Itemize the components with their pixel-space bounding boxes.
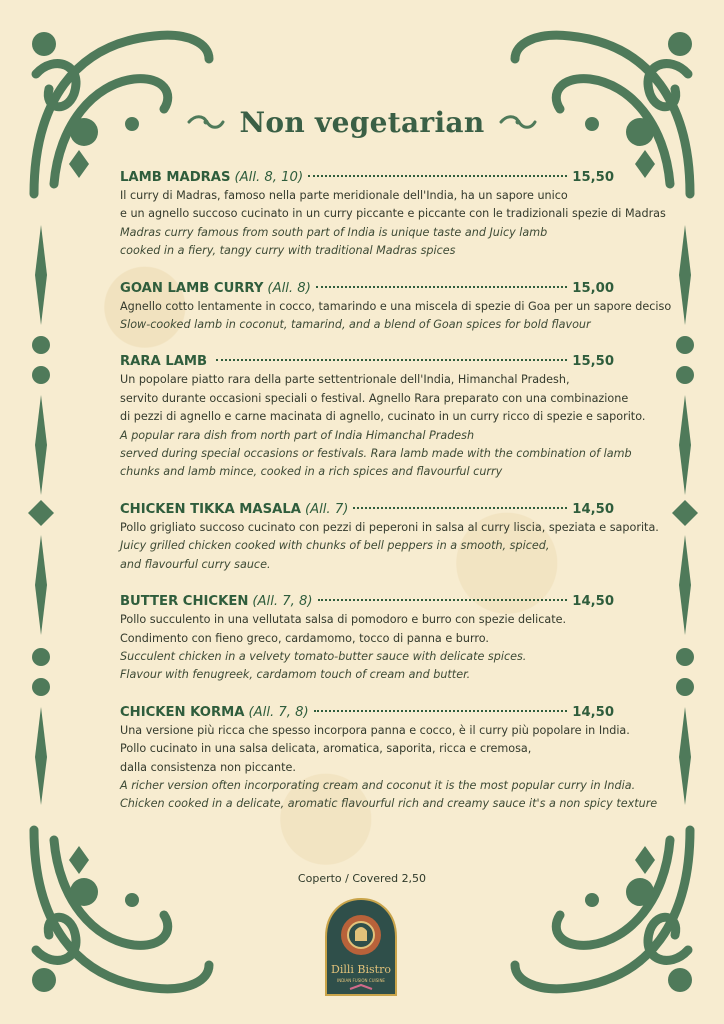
menu-item-header bbox=[120, 703, 614, 722]
allergen-info: (All. 7, 8) bbox=[248, 704, 309, 720]
description-italian-line: Agnello cotto lentamente in cocco, tamarindo e una miscela di spezie di Goa per un sapore deciso bbox=[120, 299, 672, 313]
menu-item bbox=[120, 352, 646, 481]
title-row bbox=[0, 98, 724, 146]
svg-text:INDIAN FUSION CUISINE: INDIAN FUSION CUISINE bbox=[337, 978, 385, 983]
allergen-info: (All. 8, 10) bbox=[234, 170, 304, 185]
description-english-line: chunks and lamb mince, cooked in a rich spices and flavourful curry bbox=[120, 465, 503, 479]
menu-item bbox=[120, 500, 659, 574]
dish-price: 15,50 bbox=[572, 354, 614, 370]
description-english-line: Flavour with fenugreek, cardamom touch of cream and butter. bbox=[120, 668, 471, 682]
corner-ornament-bottom-right bbox=[500, 810, 710, 1010]
dish-description bbox=[120, 187, 666, 261]
description-italian-line: Pollo grigliato succoso cucinato con pezzi di peperoni in salsa al curry liscia, speziata e saporita. bbox=[120, 520, 659, 534]
menu-item-header bbox=[120, 592, 614, 611]
allergen-info: (All. 7) bbox=[304, 501, 349, 517]
leader-dots bbox=[318, 599, 568, 601]
page-title: Non vegetarian bbox=[239, 105, 485, 139]
menu-item-header bbox=[120, 352, 614, 371]
description-italian-line: Pollo cucinato in una salsa delicata, aromatica, saporita, ricca e cremosa, bbox=[120, 742, 532, 756]
description-english-line: Juicy grilled chicken cooked with chunks of bell peppers in a smooth, spiced, bbox=[120, 539, 550, 553]
menu-item-header bbox=[120, 279, 614, 298]
description-english-line: Madras curry famous from south part of India is unique taste and Juicy lamb bbox=[120, 225, 548, 239]
menu-list bbox=[120, 168, 672, 832]
description-italian-line: servito durante occasioni speciali o festival. Agnello Rara preparato con una combinazione bbox=[120, 391, 629, 405]
description-italian-line: Il curry di Madras, famoso nella parte meridionale dell'India, ha un sapore unico bbox=[120, 189, 568, 202]
dish-description bbox=[120, 371, 646, 481]
dish-price: 14,50 bbox=[572, 704, 614, 720]
cover-charge: Coperto / Covered 2,50 bbox=[297, 872, 427, 885]
menu-item bbox=[120, 168, 666, 261]
description-english-line: and flavourful curry sauce. bbox=[120, 557, 271, 571]
leader-dots bbox=[316, 286, 567, 288]
dish-name: LAMB MADRAS bbox=[120, 170, 231, 185]
menu-item bbox=[120, 703, 658, 814]
dish-price: 14,50 bbox=[572, 594, 614, 610]
dish-name: CHICKEN KORMA bbox=[120, 704, 245, 720]
description-italian-line: Un popolare piatto rara della parte settentrionale dell'India, Himanchal Pradesh, bbox=[120, 373, 570, 387]
description-english-line: A popular rara dish from north part of India Himanchal Pradesh bbox=[120, 428, 475, 442]
description-english-line: Succulent chicken in a velvety tomato-butter sauce with delicate spices. bbox=[120, 649, 527, 663]
left-border-ornament bbox=[26, 225, 56, 805]
swirl-left-icon bbox=[187, 115, 225, 129]
leader-dots bbox=[353, 507, 567, 509]
dish-description bbox=[120, 611, 614, 685]
leader-dots bbox=[216, 359, 567, 361]
dish-description bbox=[120, 298, 672, 335]
dish-name: BUTTER CHICKEN bbox=[120, 594, 249, 610]
dish-description bbox=[120, 519, 659, 574]
svg-text:Dilli Bistro: Dilli Bistro bbox=[331, 963, 391, 976]
description-english-line: served during special occasions or festivals. Rara lamb made with the combination of lamb bbox=[120, 447, 632, 461]
description-english-line: Chicken cooked in a delicate, aromatic flavourful rich and creamy sauce it's a non spicy texture bbox=[120, 797, 658, 811]
description-italian-line: e un agnello succoso cucinato in un curry piccante e piccante con le tradizionali spezie di Madras bbox=[120, 207, 666, 221]
description-italian-line: di pezzi di agnello e carne macinata di agnello, cucinato in un curry ricco di spezie e saporito. bbox=[120, 410, 646, 424]
leader-dots bbox=[308, 175, 567, 177]
description-english-line: cooked in a fiery, tangy curry with traditional Madras spices bbox=[120, 244, 456, 258]
dish-name: GOAN LAMB CURRY bbox=[120, 280, 264, 296]
dish-price: 15,00 bbox=[572, 280, 614, 296]
menu-item-header bbox=[120, 168, 614, 187]
swirl-right-icon bbox=[499, 115, 537, 129]
dish-price: 14,50 bbox=[572, 501, 614, 517]
leader-dots bbox=[314, 710, 568, 712]
corner-ornament-bottom-left bbox=[14, 810, 224, 1010]
description-english-line: Slow-cooked lamb in coconut, tamarind, and a blend of Goan spices for bold flavour bbox=[120, 318, 591, 332]
menu-item bbox=[120, 279, 672, 335]
dish-name: RARA LAMB bbox=[120, 354, 208, 370]
restaurant-logo bbox=[320, 895, 402, 1003]
description-italian-line: dalla consistenza non piccante. bbox=[120, 760, 296, 774]
dish-price: 15,50 bbox=[572, 170, 614, 185]
description-italian-line: Una versione più ricca che spesso incorpora panna e cocco, è il curry più popolare in India. bbox=[120, 723, 630, 737]
dish-description bbox=[120, 722, 658, 814]
allergen-info: (All. 7, 8) bbox=[252, 594, 313, 610]
description-italian-line: Pollo succulento in una vellutata salsa di pomodoro e burro con spezie delicate. bbox=[120, 613, 567, 627]
description-italian-line: Condimento con fieno greco, cardamomo, tocco di panna e burro. bbox=[120, 631, 489, 645]
description-english-line: A richer version often incorporating cream and coconut it is the most popular curry in India. bbox=[120, 778, 636, 792]
dish-name: CHICKEN TIKKA MASALA bbox=[120, 501, 301, 517]
allergen-info: (All. 8) bbox=[267, 280, 311, 296]
menu-item bbox=[120, 592, 614, 685]
menu-item-header bbox=[120, 500, 614, 519]
right-border-ornament bbox=[670, 225, 700, 805]
